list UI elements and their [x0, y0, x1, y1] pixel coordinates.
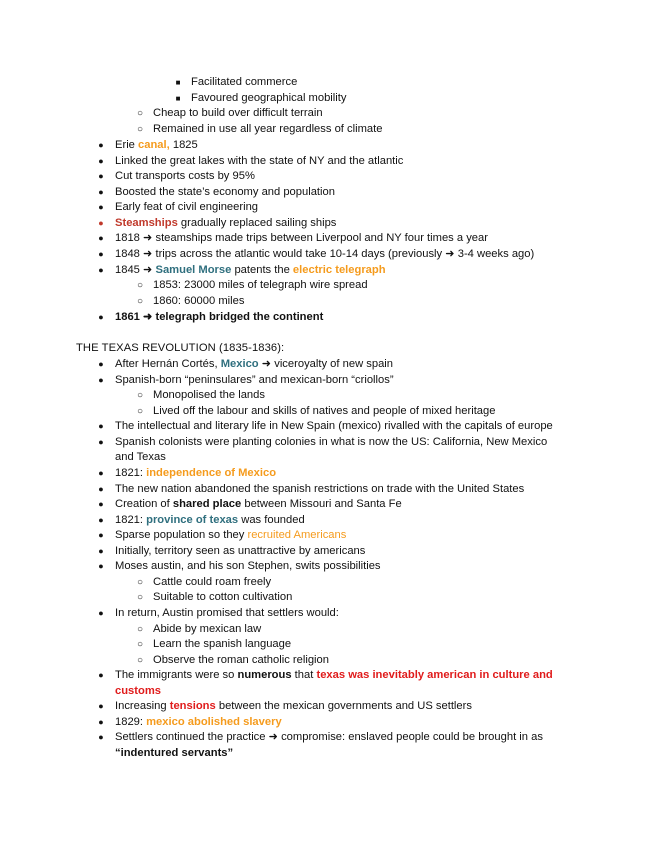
bullet-icon: ●	[98, 421, 104, 431]
bullet-icon: ●	[98, 359, 104, 369]
bullet-icon: ●	[98, 437, 104, 447]
circle-bullet-icon: ○	[136, 296, 144, 307]
bullet-icon: ●	[98, 218, 104, 228]
bullet-icon: ●	[98, 717, 104, 727]
circle-bullet-icon: ○	[136, 624, 144, 635]
bullet-icon: ●	[98, 546, 104, 556]
circle-bullet-icon: ○	[136, 390, 144, 401]
bullet-icon: ●	[98, 265, 104, 275]
bullet-icon: ●	[98, 468, 104, 478]
bullet-icon: ●	[98, 233, 104, 243]
bullet-icon: ●	[98, 249, 104, 259]
bullet-icon: ●	[98, 202, 104, 212]
bullet-icon: ●	[98, 732, 104, 742]
bullet-icon: ●	[98, 608, 104, 618]
bullet-icon: ●	[98, 561, 104, 571]
list-item-continuation: and Texas	[115, 451, 166, 463]
circle-bullet-icon: ○	[136, 124, 144, 135]
document-page: ■ Facilitated commerce ■ Favoured geographical mobility ○ Cheap to build over difficult terrain ○ Remained in use all year regardless of climate ● Erie canal, 1825 ● Linked the great lakes with the state of NY and the atlantic ● Cut transports costs by 95% ● Boosted the state’s economy and population ● Early feat of civil engineering ● Steamships gradually replaced sailing ships ● 1818 ➜ steamships made trips between Liverpool and NY four times a year ● 1848 ➜ trips across the atlantic would take 10-14 days (previously ➜ 3-4 weeks ago) ● 1845 ➜ Samuel Morse patents the electric telegraph ○ 1853: 23000 miles of telegraph wire spread ○ 1860: 60000 miles ● 1861 ➜ telegraph bridged the continent THE TEXAS REVOLUTION (1835-1836): ● After Hernán Cortés, Mexico ➜ viceroyalty of new spain ● Spanish-born “peninsulares” and mexican-born “criollos” ○ Monopolised the lands ○ Lived off the labour and skills of natives and people of mixed heritage ● The intellectual and literary life in New Spain (mexico) rivalled with the capitals of europe ● Spanish colonists were planting colonies in what is now the US: California, New Mexico and Texas ● 1821: independence of Mexico ● The new nation abandoned the spanish restrictions on trade with the United States ● Creation of shared place between Missouri and Santa Fe ● 1821: province of texas was founded ● Sparse population so they recruited Americans ● Initially, territory seen as unattractive by americans ● Moses austin, and his son Stephen, swits possibilities ○ Cattle could roam freely ○ Suitable to cotton cultivation ● In return, Austin promised that settlers would: ○ Abide by mexican law ○ Learn the spanish language ○ Observe the roman catholic religion ● The immigrants were so numerous that texas was inevitably american in culture and customs ● Increasing tensions between the mexican governments and US settlers ● 1829: mexico abolished slavery ● Settlers continued the practice ➜ compromise: enslaved people could be brought in as “indentured servants”	[0, 0, 655, 848]
circle-bullet-icon: ○	[136, 280, 144, 291]
square-bullet-icon: ■	[175, 78, 181, 87]
bullet-icon: ●	[98, 515, 104, 525]
bullet-icon: ●	[98, 530, 104, 540]
circle-bullet-icon: ○	[136, 406, 144, 417]
list-item-continuation: “indentured servants”	[115, 747, 234, 759]
circle-bullet-icon: ○	[136, 655, 144, 666]
bullet-icon: ●	[98, 156, 104, 166]
section-heading: THE TEXAS REVOLUTION (1835-1836):	[76, 342, 285, 354]
circle-bullet-icon: ○	[136, 592, 144, 603]
bullet-icon: ●	[98, 701, 104, 711]
bullet-icon: ●	[98, 187, 104, 197]
list-item-continuation: customs	[115, 685, 162, 697]
bullet-icon: ●	[98, 375, 104, 385]
circle-bullet-icon: ○	[136, 577, 144, 588]
bullet-icon: ●	[98, 140, 104, 150]
square-bullet-icon: ■	[175, 94, 181, 103]
bullet-icon: ●	[98, 171, 104, 181]
bullet-icon: ●	[98, 312, 104, 322]
bullet-icon: ●	[98, 499, 104, 509]
bullet-icon: ●	[98, 484, 104, 494]
circle-bullet-icon: ○	[136, 108, 144, 119]
circle-bullet-icon: ○	[136, 639, 144, 650]
bullet-icon: ●	[98, 670, 104, 680]
